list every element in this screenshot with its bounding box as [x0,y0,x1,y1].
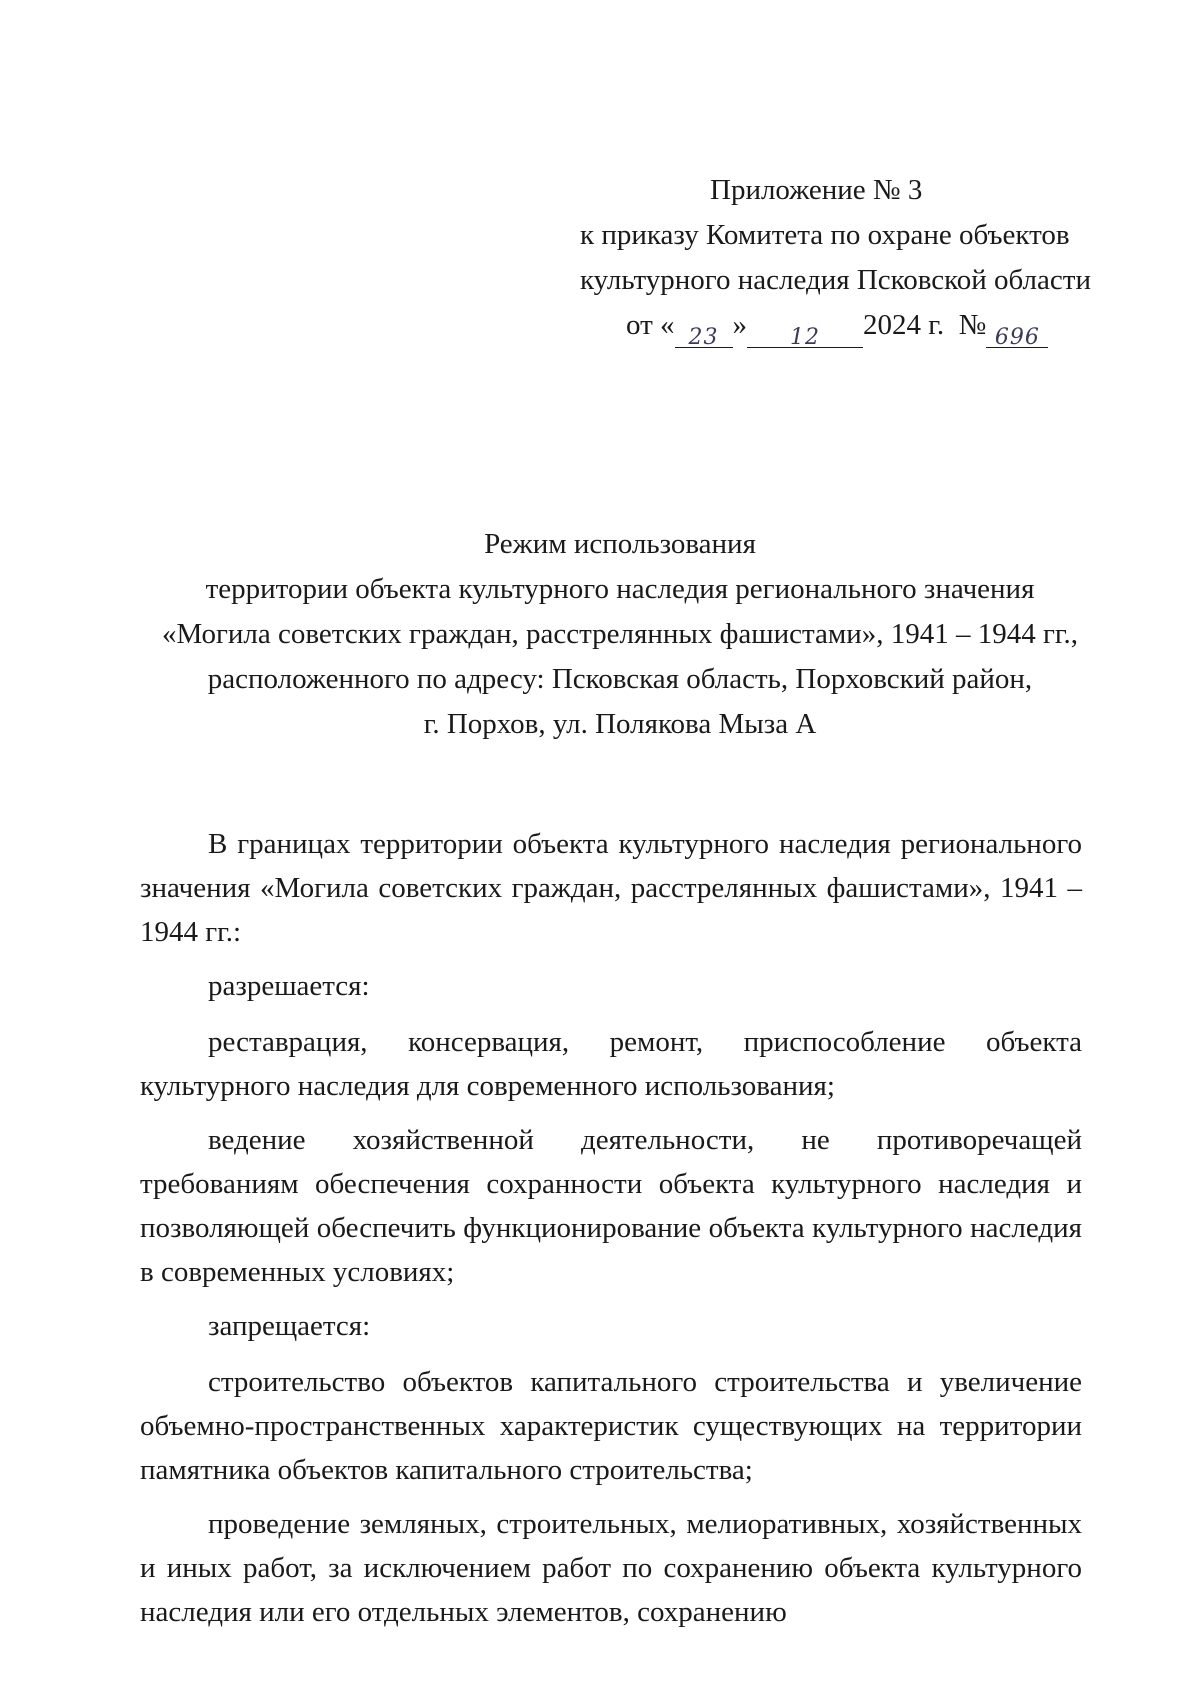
appendix-committee-name: культурного наследия Псковской области [580,264,1091,296]
permitted-heading: разрешается: [208,970,370,1002]
order-date-line [560,303,1120,348]
date-prefix: от « [626,309,675,341]
title-line-5: г. Порхов, ул. Полякова Мыза А [423,708,817,740]
order-number-handwritten: 696 [994,325,1040,350]
prohibited-item-earthworks: проведение земляных, строительных, мелиоративных, хозяйственных и иных работ, за исключением работ по сохранению объекта культурного наследия или его отдельных элементов, сохранению [140,1508,1082,1628]
intro-paragraph: В границах территории объекта культурного наследия регионального значения «Могила советских граждан, расстрелянных фашистами», 1941 – 1944 гг.: [140,828,1082,948]
date-day-handwritten: 23 [688,325,719,350]
title-line-3: «Могила советских граждан, расстрелянных фашистами», 1941 – 1944 гг., [161,618,1079,650]
order-number-field [986,317,1048,348]
appendix-header [560,168,1120,348]
date-year: 2024 г. [863,309,945,341]
title-line-4: расположенного по адресу: Псковская область, Порховский район, [207,663,1033,695]
title-line-2: территории объекта культурного наследия регионального значения [205,573,1035,605]
appendix-number: Приложение № 3 [710,174,923,206]
appendix-order-reference: к приказу Комитета по охране объектов [580,219,1070,251]
permitted-item-economic-activity: ведение хозяйственной деятельности, не противоречащей требованиям обеспечения сохранности объекта культурного наследия и позволяющей обеспечить функционирование объекта культурного наследия в современных условиях; [140,1124,1082,1288]
date-day-field [675,317,733,348]
date-month-handwritten: 12 [790,325,821,350]
date-mid: » [732,309,748,341]
order-number-label: № [958,309,987,341]
date-month-field [747,317,863,348]
title-line-1: Режим использования [484,528,756,560]
permitted-item-restoration: реставрация, консервация, ремонт, приспособление объекта культурного наследия для современного использования; [140,1026,1082,1102]
document-title [140,522,1100,747]
document-body [140,822,1082,1644]
prohibited-item-construction: строительство объектов капитального строительства и увеличение объемно-пространственных характеристик существующих на территории памятника объектов капитального строительства; [140,1366,1082,1486]
prohibited-heading: запрещается: [208,1310,371,1342]
